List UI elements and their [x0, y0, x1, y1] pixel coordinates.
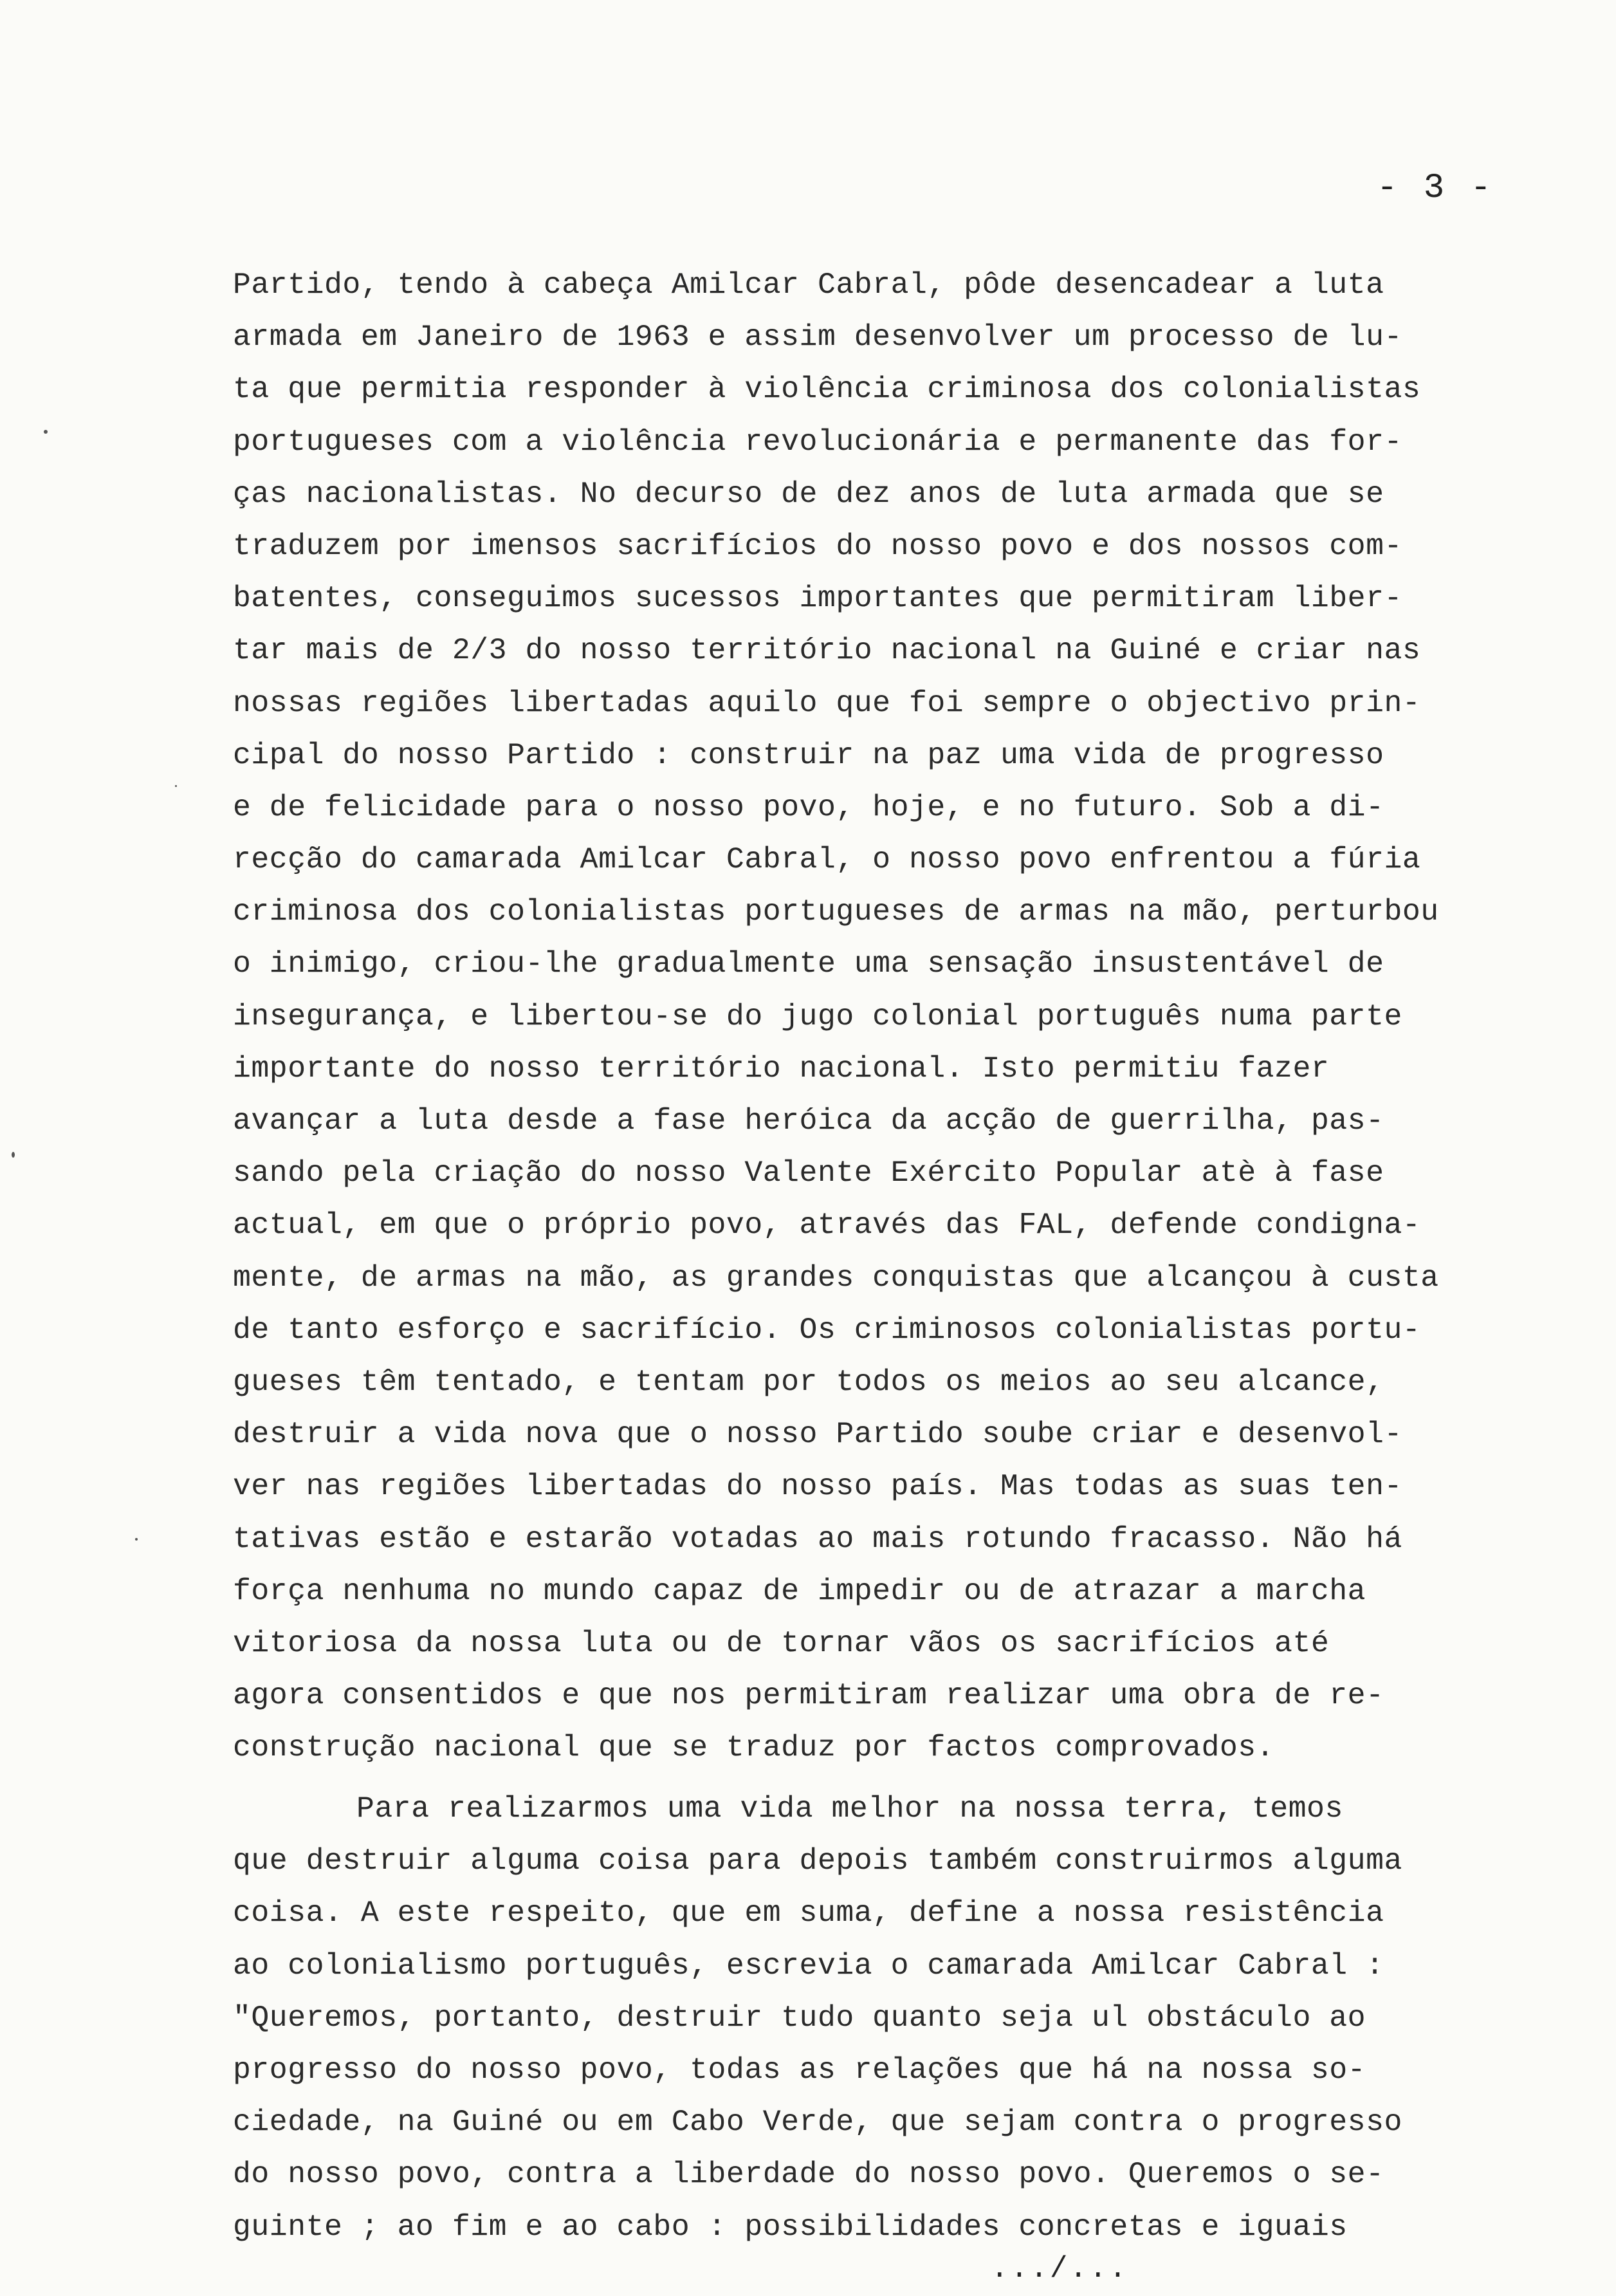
scan-speck: [44, 430, 48, 434]
paragraph-line: portugueses com a violência revolucionária e permanente das for-: [233, 424, 1402, 459]
paragraph-line: agora consentidos e que nos permitiram realizar uma obra de re-: [233, 1678, 1384, 1713]
paragraph-line: avançar a luta desde a fase heróica da acção de guerrilha, pas-: [233, 1104, 1384, 1138]
paragraph-line: mente, de armas na mão, as grandes conquistas que alcançou à custa: [233, 1260, 1439, 1295]
paragraph-line: actual, em que o próprio povo, através das FAL, defende condigna-: [233, 1208, 1421, 1243]
paragraph-line: gueses têm tentado, e tentam por todos os meios ao seu alcance,: [233, 1364, 1384, 1399]
paragraph-line: construção nacional que se traduz por factos comprovados.: [233, 1730, 1275, 1765]
paragraph-line: e de felicidade para o nosso povo, hoje, e no futuro. Sob a di-: [233, 790, 1384, 824]
paragraph-line: ao colonialismo português, escrevia o camarada Amilcar Cabral :: [233, 1948, 1384, 1983]
page-number: - 3 -: [1377, 169, 1494, 208]
paragraph-line: destruir a vida nova que o nosso Partido soube criar e desenvol-: [233, 1417, 1402, 1452]
paragraph-line: guinte ; ao fim e ao cabo : possibilidades concretas e iguais: [233, 2209, 1348, 2244]
paragraph-line: ta que permitia responder à violência criminosa dos colonialistas: [233, 372, 1421, 407]
paragraph-line: Partido, tendo à cabeça Amilcar Cabral, pôde desencadear a luta: [233, 268, 1384, 302]
paragraph-line: ças nacionalistas. No decurso de dez anos de luta armada que se: [233, 476, 1384, 511]
scan-speck: [175, 785, 177, 787]
paragraph-line: sando pela criação do nosso Valente Exército Popular atè à fase: [233, 1156, 1384, 1190]
paragraph-line: do nosso povo, contra a liberdade do nosso povo. Queremos o se-: [233, 2157, 1384, 2192]
paragraph-line: cipal do nosso Partido : construir na paz uma vida de progresso: [233, 737, 1384, 772]
paragraph-line: vitoriosa da nossa luta ou de tornar vãos os sacrifícios até: [233, 1625, 1330, 1660]
paragraph-line: "Queremos, portanto, destruir tudo quanto seja ul obstáculo ao: [233, 2000, 1366, 2035]
scan-speck: [135, 1538, 138, 1541]
paragraph-line: tar mais de 2/3 do nosso território nacional na Guiné e criar nas: [233, 633, 1421, 668]
paragraph-line: tativas estão e estarão votadas ao mais rotundo fracasso. Não há: [233, 1521, 1402, 1556]
paragraph-line: armada em Janeiro de 1963 e assim desenvolver um processo de lu-: [233, 320, 1402, 355]
paragraph-line: insegurança, e libertou-se do jugo colonial português numa parte: [233, 999, 1402, 1033]
paragraph-line: nossas regiões libertadas aquilo que foi sempre o objectivo prin-: [233, 685, 1421, 720]
paragraph-line: traduzem por imensos sacrifícios do nosso povo e dos nossos com-: [233, 528, 1402, 563]
paragraph-line: recção do camarada Amilcar Cabral, o nosso povo enfrentou a fúria: [233, 842, 1421, 877]
paragraph-line: coisa. A este respeito, que em suma, define a nossa resistência: [233, 1896, 1384, 1930]
paragraph-1: [233, 259, 1571, 1773]
paragraph-line: importante do nosso território nacional. Isto permitiu fazer: [233, 1051, 1330, 1086]
paragraph-2: [233, 1782, 1571, 2253]
paragraph-line: força nenhuma no mundo capaz de impedir ou de atrazar a marcha: [233, 1573, 1366, 1608]
paragraph-line: que destruir alguma coisa para depois também construirmos alguma: [233, 1844, 1402, 1878]
paragraph-line: progresso do nosso povo, todas as relações que há na nossa so-: [233, 2052, 1366, 2087]
paragraph-line: ver nas regiões libertadas do nosso país. Mas todas as suas ten-: [233, 1469, 1402, 1504]
continuation-marker: .../...: [991, 2252, 1129, 2286]
paragraph-line: batentes, conseguimos sucessos importantes que permitiram liber-: [233, 581, 1402, 616]
paragraph-line: de tanto esforço e sacrifício. Os criminosos colonialistas portu-: [233, 1312, 1421, 1347]
paragraph-line: ciedade, na Guiné ou em Cabo Verde, que sejam contra o progresso: [233, 2105, 1402, 2140]
paragraph-line: Para realizarmos uma vida melhor na nossa terra, temos: [356, 1791, 1343, 1826]
paragraph-line: o inimigo, criou-lhe gradualmente uma sensação insustentável de: [233, 947, 1384, 981]
scan-speck: [12, 1152, 15, 1158]
paragraph-line: criminosa dos colonialistas portugueses de armas na mão, perturbou: [233, 894, 1439, 929]
